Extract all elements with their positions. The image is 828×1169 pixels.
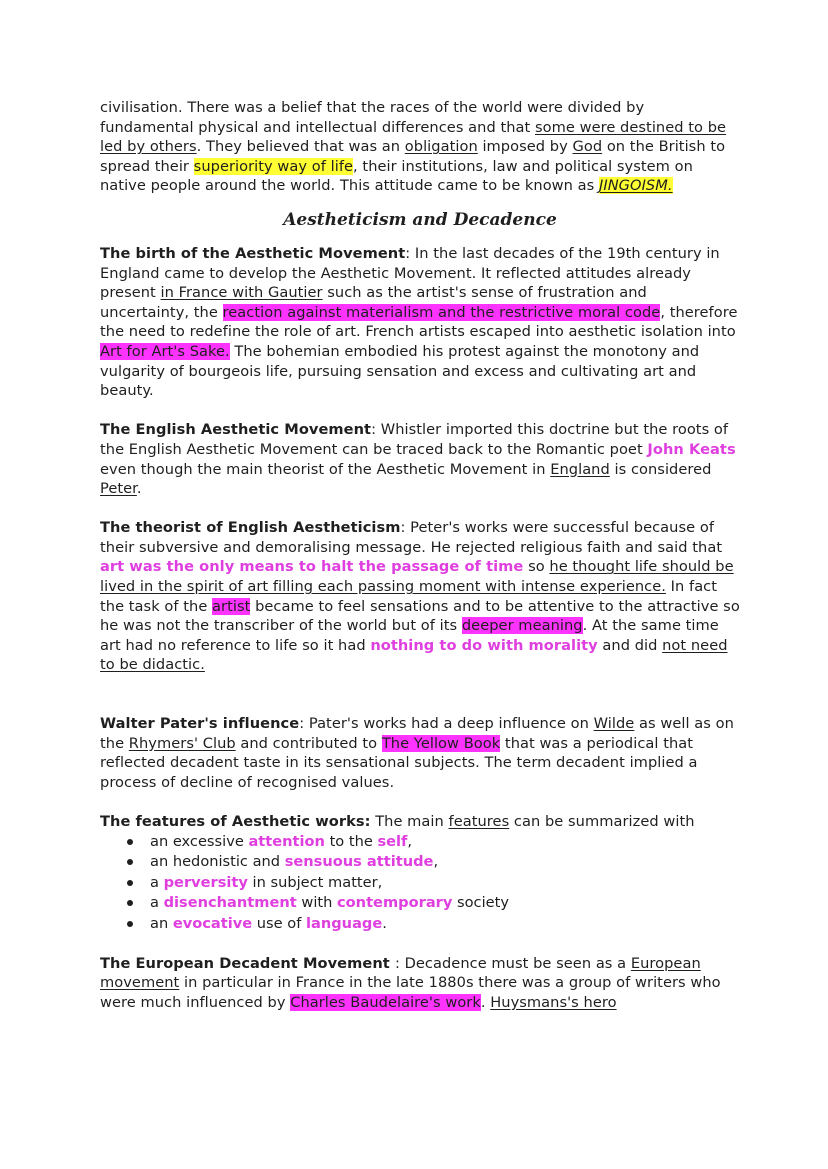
text: : Whistler imported this doctrine but the roots of the English Aesthetic Movement can be traced back to the Romantic poet xyxy=(100,421,729,458)
text: can be summarized with xyxy=(509,813,695,830)
european-paragraph xyxy=(100,954,740,1013)
features-list xyxy=(100,832,740,935)
text: : Decadence must be seen as a xyxy=(394,954,631,972)
underlined-text: some were destined to be led by others xyxy=(100,118,727,156)
pink-text: perversity xyxy=(163,873,248,891)
text: an excessive xyxy=(150,832,249,850)
text: . xyxy=(136,480,142,498)
pink-text: contemporary xyxy=(337,894,453,912)
text: with xyxy=(296,894,337,912)
document-body xyxy=(100,98,740,1012)
pink-text: nothing to do with morality xyxy=(370,636,598,654)
underlined-text: features xyxy=(448,813,510,830)
underlined-text: Huysmans's hero xyxy=(490,993,617,1011)
underlined-text: in France with Gautier xyxy=(160,284,323,302)
text: a xyxy=(150,873,164,891)
text: , xyxy=(407,832,413,850)
text: In fact the task of the xyxy=(100,578,718,615)
text: a xyxy=(150,894,164,912)
magenta-highlight: The Yellow Book xyxy=(381,734,501,752)
list-item xyxy=(100,914,740,935)
text: , therefore the need to redefine the role of art. French artists escaped into aesthetic isolation into xyxy=(100,303,738,341)
text: , xyxy=(433,853,439,871)
text: to the xyxy=(324,832,378,850)
text: is considered xyxy=(609,460,712,478)
birth-paragraph xyxy=(100,244,740,401)
paragraph-title: The birth of the Aesthetic Movement xyxy=(100,244,406,262)
pink-text: language xyxy=(306,914,383,932)
text: even though the main theorist of the Aesthetic Movement in xyxy=(100,460,551,478)
pink-text: sensuous attitude xyxy=(284,853,434,871)
text: civilisation. There was a belief that the races of the world were divided by fundamental physical and intellectual differences and that xyxy=(100,99,645,136)
bullet-icon xyxy=(127,880,133,886)
text: The main xyxy=(370,813,449,830)
text: . xyxy=(382,914,387,932)
text: use of xyxy=(252,914,306,932)
magenta-highlight: artist xyxy=(212,597,251,615)
paragraph-title: The features of Aesthetic works: xyxy=(100,813,371,830)
yellow-highlight: superiority way of life xyxy=(193,157,354,175)
underlined-text: not need to be didactic. xyxy=(100,636,728,674)
paragraph-title: The English Aesthetic Movement xyxy=(100,421,372,439)
pink-text: evocative xyxy=(172,914,253,932)
paragraph-title: The European Decadent Movement xyxy=(100,954,395,972)
text: so xyxy=(523,558,550,576)
features-paragraph xyxy=(100,812,740,832)
text: : Peter's works were successful because of their subversive and demoralising message. He rejected religious faith and said that xyxy=(100,519,723,556)
pink-text: disenchantment xyxy=(163,894,297,912)
text: . They believed that was an xyxy=(196,138,405,156)
underlined-text: Peter xyxy=(100,480,137,498)
underlined-text: Rhymers' Club xyxy=(128,734,236,752)
text: . xyxy=(480,993,491,1011)
intro-paragraph xyxy=(100,98,740,196)
text: : In the last decades of the 19th century in England came to develop the Aesthetic Movement. It reflected attitudes already present xyxy=(100,244,720,302)
english-paragraph xyxy=(100,420,740,498)
text: an hedonistic and xyxy=(150,853,285,871)
underlined-text: Wilde xyxy=(593,715,635,733)
text: such as the artist's sense of frustration and uncertainty, the xyxy=(100,284,647,321)
list-item xyxy=(100,832,740,853)
magenta-highlight: reaction against materialism and the restrictive moral code xyxy=(222,303,661,321)
list-item xyxy=(100,893,740,914)
pink-text: self xyxy=(377,832,408,850)
magenta-highlight: deeper meaning xyxy=(461,617,583,635)
pink-text: attention xyxy=(248,832,325,850)
section-heading: Aestheticism and Decadence xyxy=(283,209,557,230)
bullet-icon xyxy=(127,900,133,906)
list-item xyxy=(100,873,740,894)
bullet-icon xyxy=(127,839,133,845)
underlined-text: England xyxy=(550,460,610,478)
magenta-highlight: Charles Baudelaire's work xyxy=(290,993,481,1011)
yellow-highlight-jingoism: JINGOISM. xyxy=(599,177,673,195)
underlined-text: he thought life should be lived in the spirit of art filling each passing moment with intense experience. xyxy=(100,558,734,596)
text: and did xyxy=(597,636,663,654)
underlined-text: obligation xyxy=(404,138,478,156)
magenta-highlight: Art for Art's Sake. xyxy=(100,342,230,360)
text: , their institutions, law and political system on native people around the world. This attitude came to be known as xyxy=(100,157,693,195)
text: imposed by xyxy=(477,138,573,156)
underlined-text: European movement xyxy=(100,954,701,992)
text: and contributed to xyxy=(235,734,382,752)
theorist-paragraph xyxy=(100,518,740,675)
text: on the British to spread their xyxy=(100,138,726,175)
text: as well as on the xyxy=(100,715,734,752)
pater-paragraph xyxy=(100,714,740,792)
pink-text: John Keats xyxy=(647,440,736,458)
bullet-icon xyxy=(127,921,133,927)
text: an xyxy=(150,914,173,932)
text: in subject matter, xyxy=(247,873,383,891)
underlined-text: God xyxy=(572,138,603,156)
pink-text: art was the only means to halt the passage of time xyxy=(100,558,524,576)
text: became to feel sensations and to be attentive to the attractive so he was not the transcriber of the world but of its xyxy=(100,597,740,635)
paragraph-title: The theorist of English Aestheticism xyxy=(100,519,401,537)
text: The bohemian embodied his protest against the monotony and vulgarity of bourgeois life, pursuing sensation and excess and cultivating art and beauty. xyxy=(100,342,700,400)
text: that was a periodical that reflected decadent taste in its sensational subjects. The term decadent implied a process of decline of recognised values. xyxy=(100,734,698,791)
bullet-icon xyxy=(127,859,133,865)
list-item xyxy=(100,852,740,873)
text: society xyxy=(452,894,509,912)
text: : Pater's works had a deep influence on xyxy=(299,715,594,733)
text: . At the same time art had no reference to life so it had xyxy=(100,617,719,654)
paragraph-title: Walter Pater's influence xyxy=(100,715,300,733)
text: in particular in France in the late 1880s there was a group of writers who were much influenced by xyxy=(100,974,721,1011)
